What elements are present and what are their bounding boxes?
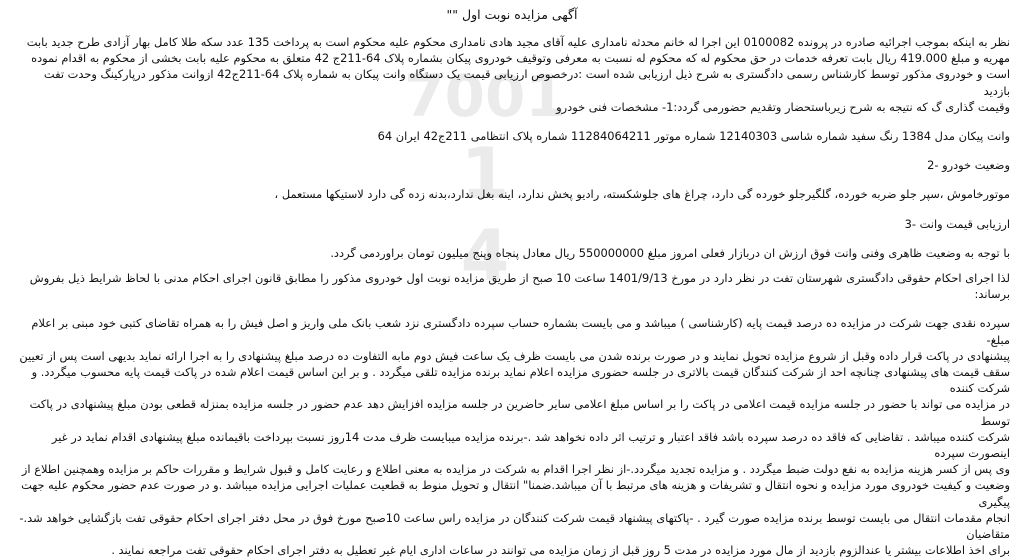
terms-line: سقف قیمت های پیشنهادی چنانچه احد از شرکت کنندگان قیمت بالاتری در جلسه حضوری مزایده اعلام نماید برنده مزایده تلقی میگردد . و بر این اساس قیمت اعلام شده در پاکت قیمت پایه محسوب میگردد. و شرکت کننده <box>31 365 1010 396</box>
terms-line: وضعیت و کیفیت خودروی مورد مزایده و نحوه انتقال و تشریفات و هزینه های مرتبط با آن میباشد.ضمنا" انتقال و تحویل منوط به قطعیت عملیات اجرایی مزایده میباشد .و در صورت عدم حضور محکوم علیه جهت پیگیری <box>21 478 1010 509</box>
terms-line: وی پس از کسر هزینه مزایده به نفع دولت ضبط میگردد . و مزایده تجدید میگردد.-از نظر اجرا اقدام به شرکت در مزایده به معنی اطلاع و رعایت کامل و قبول شرایط و مقررات حاکم بر مزایده وهمچنین اطلاع از <box>21 462 1010 477</box>
section-3-title: ارزیابی قیمت وانت -3 <box>904 216 1010 231</box>
terms-paragraph <box>14 315 1010 558</box>
notice-title: آگهی مزایده نوبت اول "" <box>446 7 578 22</box>
terms-line: سپرده نقدی جهت شرکت در مزایده ده درصد قیمت پایه (کارشناسی ) میباشد و می بایست بشماره حساب سپرده دادگستری نزد شعب بانک ملی واریز و اصل فیش را به همراه تقاضای کتبی خود مبنی بر اعلام مبلغ- <box>31 316 1010 347</box>
terms-line: برای اخذ اطلاعات بیشتر یا عندالزوم بازدید از مال مورد مزایده در مدت 5 روز قبل از زمان مزایده می توانند در ساعات اداری ایام غیر تعطیل به دفتر اجرای احکام حقوقی تفت مراجعه نمایند . <box>111 543 1010 558</box>
auction-notice-document <box>14 4 1010 558</box>
terms-line: در مزایده می تواند با حضور در جلسه مزایده قیمت اعلامی در پاکت را بر اساس مبلغ اعلامی سایر حاضرین در جلسه مزایده افزایش دهد عدم حضور در جلسه مزایده بمنزله قطعی بودن مبلغ پیشنهادی در پاکت توسط <box>29 397 1010 428</box>
watermark-digits-middle: 1 <box>460 133 510 215</box>
intro-paragraph <box>14 34 1010 115</box>
terms-line: شرکت کننده میباشد . تقاضایی که فاقد ده درصد سپرده باشد فاقد اعتبار و ترتیب اثر داده نخواهد شد .-برنده مزایده میبایست ظرف مدت 14روز نسبت بپرداخت باقیمانده مبلغ پیشنهادی اقدام نماید در غیر اینصورت سپرده <box>51 429 1010 461</box>
intro-line: مهریه و مبلغ 419.000 ریال بابت تعرفه خدمات در حق محکوم له که محکوم له نسبت به معرفی وتوقیف خودروی پیکان بشماره پلاک 64-211ج 42 متعلق به محکوم علیه بابت بخشی از محکوم به اقدام نموده <box>31 51 1010 66</box>
vehicle-spec: وانت پیکان مدل 1384 رنگ سفید شماره شاسی 12140303 شماره موتور 11284064211 شماره پلاک انتظامی 211ج42 ایران 64 <box>377 129 1010 144</box>
auction-notice-text: لذا اجرای احکام حقوقی دادگستری شهرستان تفت در نظر دارد در مورخ 1401/9/13 ساعت 10 صبح از طریق مزایده نوبت اول خودروی مذکور را مطابق قانون اجرای احکام مدنی با لحاظ شرایط ذیل بفروش برساند: <box>29 271 1010 302</box>
terms-line: انجام مقدمات انتقال می بایست توسط برنده مزایده صورت گیرد . -پاکتهای پیشنهاد قیمت شرکت کنندگان در مزایده راس ساعت 10صبح مورخ فوق در محل دفتر اجرای احکام حقوقی تفت بازگشایی خواهد شد.-متقاضیان <box>19 510 1010 542</box>
watermark-digits-bottom: 4 <box>460 215 510 297</box>
intro-line: نظر به اینکه بموجب اجرائیه صادره در پرونده 0100082 این اجرا له خانم محدثه نامداری علیه آقای مجید هادی نامداری محکوم علیه محکوم است به پرداخت 135 عدد سکه طلا کامل بهار آزادی طرح جدید بابت <box>26 35 1010 49</box>
valuation-text: با توجه به وضعیت ظاهری وفنی وانت فوق ارزش ان دربازار فعلی امروز مبلغ 550000000 ریال معادل پنجاه وپنج میلیون تومان براوردمی گردد. <box>330 245 1010 260</box>
section-2-title: وضعیت خودرو -2 <box>927 158 1010 173</box>
terms-line: پیشنهادی در پاکت قرار داده وقبل از شروع مزایده تحویل نمایند و در صورت برنده شدن می بایست ظرف یک ساعت فیش دوم مابه التفاوت ده درصد مبلغ پیشنهادی را به اجرا ارائه نماید بدیهی است پس از تعیین <box>19 348 1010 363</box>
section-2-body: موتورخاموش ،سپر جلو ضربه خورده، گلگیرجلو خورده گی دارد، چراغ های جلوشکسته، رادیو پخش ندارد، اینه بغل ندارد،بدنه زده گی دارد لاستیکها مستعمل ، <box>274 187 1010 202</box>
watermark-digits-top: 7001 <box>404 62 566 130</box>
intro-line: وقیمت گذاری گ که نتیجه به شرح زیرباستحضار وتقدیم حضورمی گردد:1- مشخصات فنی خودرو <box>556 99 1010 114</box>
intro-line: است و خودروی مذکور توسط کارشناس رسمی دادگستری به شرح ذیل ارزیابی شده است :درخصوص ارزیابی قیمت یک دستگاه وانت پیکان به شماره پلاک 64-211ج42 ازوانت مذکور درپارکینگ وحدت تفت بازدید <box>43 67 1010 98</box>
